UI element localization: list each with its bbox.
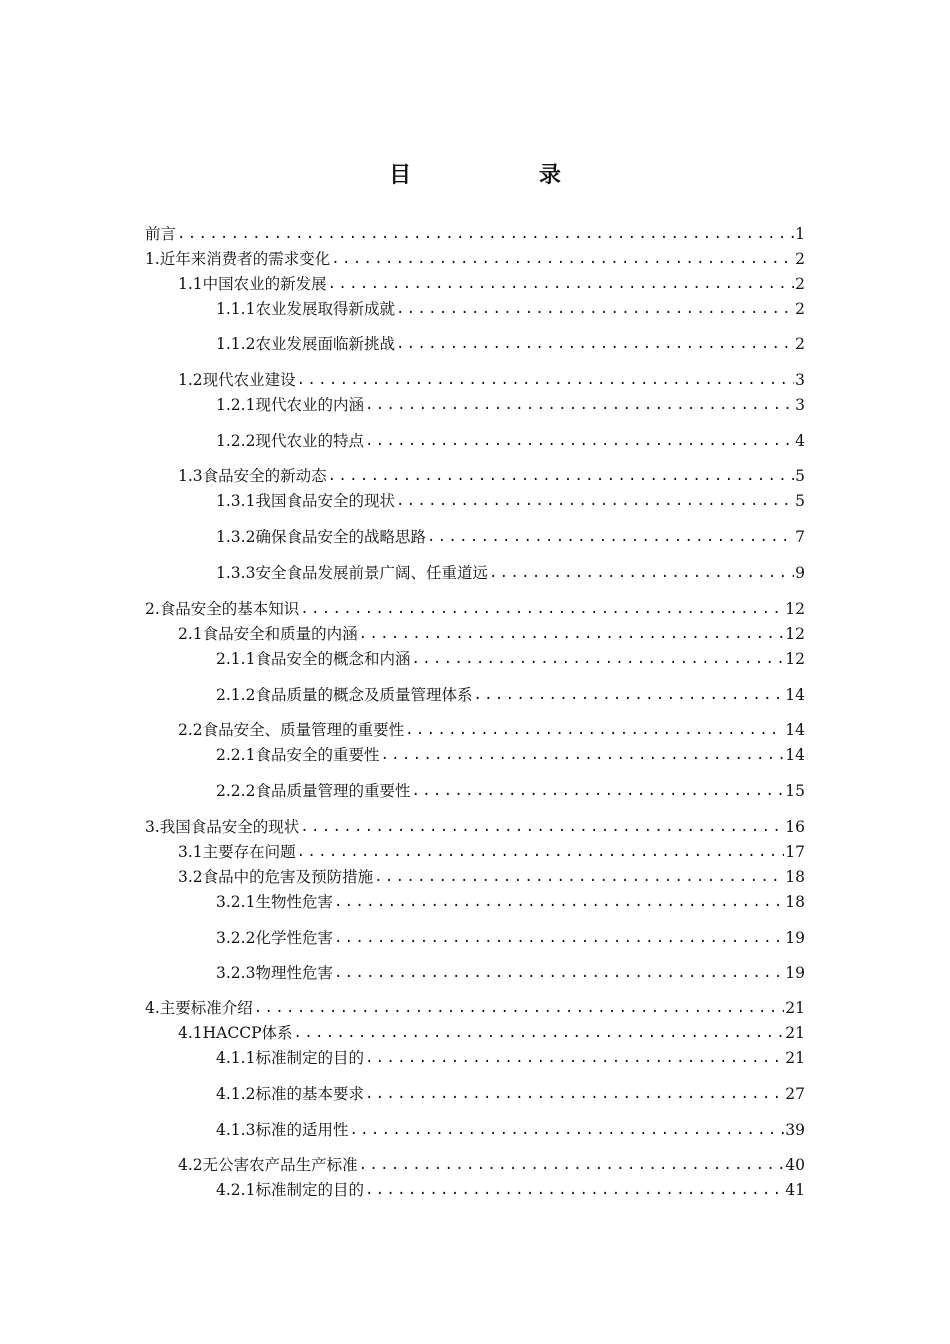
toc-entry-label: 2.2.1食品安全的重要性 xyxy=(216,746,380,764)
toc-entry-page-number: 41 xyxy=(785,1181,805,1199)
dot-leader xyxy=(427,527,794,547)
toc-entry[interactable] xyxy=(178,624,805,644)
toc-entry[interactable] xyxy=(216,1180,805,1200)
toc-entry[interactable] xyxy=(216,745,805,765)
toc-entry-page-number: 18 xyxy=(785,868,805,886)
toc-entry[interactable] xyxy=(216,563,805,583)
toc-entry-label: 1.2.1现代农业的内涵 xyxy=(216,396,364,414)
toc-entry-page-number: 2 xyxy=(795,250,805,268)
toc-entry-label: 4.1.2标准的基本要求 xyxy=(216,1085,364,1103)
dot-leader xyxy=(405,720,784,740)
dot-leader xyxy=(380,745,784,765)
toc-entry-page-number: 1 xyxy=(795,225,805,243)
toc-entry[interactable] xyxy=(216,491,805,511)
dot-leader xyxy=(254,998,784,1018)
toc-entry-label: 2.食品安全的基本知识 xyxy=(145,600,300,618)
page-title: 目 录 xyxy=(389,163,621,188)
toc-entry[interactable] xyxy=(145,817,805,837)
toc-entry[interactable] xyxy=(178,1155,805,1175)
toc-entry-page-number: 17 xyxy=(785,843,805,861)
toc-entry[interactable] xyxy=(178,466,805,486)
toc-entry-label: 1.1中国农业的新发展 xyxy=(178,275,327,293)
toc-entry-page-number: 21 xyxy=(785,999,805,1017)
toc-entry-page-number: 9 xyxy=(795,564,805,582)
toc-entry-page-number: 39 xyxy=(785,1121,805,1139)
toc-entry-page-number: 2 xyxy=(795,275,805,293)
dot-leader xyxy=(359,624,785,644)
toc-entry-page-number: 12 xyxy=(785,600,805,618)
dot-leader xyxy=(411,649,784,669)
toc-entry-page-number: 16 xyxy=(785,818,805,836)
toc-entry[interactable] xyxy=(216,299,805,319)
dot-leader xyxy=(334,892,784,912)
toc-entry-page-number: 3 xyxy=(795,371,805,389)
toc-entry-page-number: 4 xyxy=(795,432,805,450)
toc-entry-label: 4.2.1标准制定的目的 xyxy=(216,1181,364,1199)
toc-entry[interactable] xyxy=(178,370,805,390)
dot-leader xyxy=(396,491,794,511)
toc-entry[interactable] xyxy=(216,334,805,354)
toc-entry-label: 2.1.1食品安全的概念和内涵 xyxy=(216,650,411,668)
dot-leader xyxy=(359,1155,785,1175)
toc-entry-page-number: 3 xyxy=(795,396,805,414)
toc-entry-label: 1.2.2现代农业的特点 xyxy=(216,432,364,450)
toc-entry[interactable] xyxy=(216,527,805,547)
toc-entry[interactable] xyxy=(145,249,805,269)
toc-entry-page-number: 2 xyxy=(795,300,805,318)
toc-entry-label: 前言 xyxy=(145,225,177,243)
toc-entry-page-number: 15 xyxy=(785,782,805,800)
toc-entry-label: 1.3.1我国食品安全的现状 xyxy=(216,492,395,510)
toc-entry-page-number: 21 xyxy=(785,1024,805,1042)
dot-leader xyxy=(349,1120,784,1140)
dot-leader xyxy=(328,466,794,486)
toc-entry-page-number: 7 xyxy=(795,528,805,546)
toc-entry-label: 2.2.2食品质量管理的重要性 xyxy=(216,782,411,800)
dot-leader xyxy=(328,274,794,294)
toc-entry-label: 1.近年来消费者的需求变化 xyxy=(145,250,331,268)
toc-entry-page-number: 19 xyxy=(785,929,805,947)
dot-leader xyxy=(473,685,784,705)
dot-leader xyxy=(331,249,794,269)
toc-entry[interactable] xyxy=(178,1023,805,1043)
dot-leader xyxy=(365,431,794,451)
dot-leader xyxy=(365,395,794,415)
toc-entry-page-number: 2 xyxy=(795,335,805,353)
toc-entry-page-number: 14 xyxy=(785,746,805,764)
toc-entry-label: 4.主要标准介绍 xyxy=(145,999,253,1017)
dot-leader xyxy=(294,1023,785,1043)
toc-entry[interactable] xyxy=(216,685,805,705)
toc-entry-label: 3.1主要存在问题 xyxy=(178,843,296,861)
dot-leader xyxy=(365,1084,784,1104)
toc-entry-label: 3.2食品中的危害及预防措施 xyxy=(178,868,374,886)
toc-entry-label: 1.3.2确保食品安全的战略思路 xyxy=(216,528,426,546)
dot-leader xyxy=(177,224,794,244)
toc-entry[interactable] xyxy=(216,1048,805,1068)
toc-entry-label: 1.2现代农业建设 xyxy=(178,371,296,389)
toc-entry[interactable] xyxy=(145,599,805,619)
toc-entry-label: 4.1.3标准的适用性 xyxy=(216,1121,349,1139)
dot-leader xyxy=(297,842,785,862)
toc-entry-page-number: 40 xyxy=(785,1156,805,1174)
dot-leader xyxy=(411,781,784,801)
toc-entry[interactable] xyxy=(178,720,805,740)
dot-leader xyxy=(297,370,794,390)
toc-entry-label: 2.1.2食品质量的概念及质量管理体系 xyxy=(216,686,473,704)
toc-entry[interactable] xyxy=(216,781,805,801)
toc-entry[interactable] xyxy=(216,963,805,983)
toc-entry-label: 1.3.3安全食品发展前景广阔、任重道远 xyxy=(216,564,488,582)
toc-entry-label: 3.2.1生物性危害 xyxy=(216,893,333,911)
toc-entry[interactable] xyxy=(216,1120,805,1140)
dot-leader xyxy=(334,963,784,983)
dot-leader xyxy=(489,563,794,583)
toc-entry[interactable] xyxy=(178,867,805,887)
toc-entry-label: 3.2.3物理性危害 xyxy=(216,964,333,982)
toc-entry[interactable] xyxy=(216,892,805,912)
toc-entry[interactable] xyxy=(216,1084,805,1104)
toc-entry-label: 3.2.2化学性危害 xyxy=(216,929,333,947)
toc-entry[interactable] xyxy=(216,928,805,948)
toc-entry-label: 2.2食品安全、质量管理的重要性 xyxy=(178,721,405,739)
toc-entry[interactable] xyxy=(145,998,805,1018)
toc-entry-label: 4.2无公害农产品生产标准 xyxy=(178,1156,358,1174)
toc-entry[interactable] xyxy=(178,842,805,862)
toc-entry-label: 3.我国食品安全的现状 xyxy=(145,818,300,836)
dot-leader xyxy=(374,867,784,887)
toc-entry-page-number: 14 xyxy=(785,686,805,704)
toc-entry-page-number: 12 xyxy=(785,625,805,643)
toc-entry-page-number: 14 xyxy=(785,721,805,739)
toc-entry-page-number: 5 xyxy=(795,492,805,510)
dot-leader xyxy=(300,599,784,619)
toc-entry[interactable] xyxy=(145,224,805,244)
toc-entry-label: 4.1HACCP体系 xyxy=(178,1024,293,1042)
toc-entry[interactable] xyxy=(216,649,805,669)
toc-entry-label: 1.1.2农业发展面临新挑战 xyxy=(216,335,395,353)
dot-leader xyxy=(396,299,794,319)
toc-entry-label: 4.1.1标准制定的目的 xyxy=(216,1049,364,1067)
dot-leader xyxy=(300,817,784,837)
toc-entry-page-number: 27 xyxy=(785,1085,805,1103)
toc-entry[interactable] xyxy=(178,274,805,294)
toc-entry-page-number: 12 xyxy=(785,650,805,668)
toc-entry-label: 1.3食品安全的新动态 xyxy=(178,467,327,485)
toc-entry-label: 2.1食品安全和质量的内涵 xyxy=(178,625,358,643)
toc-entry[interactable] xyxy=(216,431,805,451)
dot-leader xyxy=(396,334,794,354)
toc-entry-page-number: 18 xyxy=(785,893,805,911)
toc-entry-label: 1.1.1农业发展取得新成就 xyxy=(216,300,395,318)
dot-leader xyxy=(365,1048,784,1068)
toc-entry-page-number: 19 xyxy=(785,964,805,982)
dot-leader xyxy=(334,928,784,948)
toc-entry-page-number: 21 xyxy=(785,1049,805,1067)
toc-entry[interactable] xyxy=(216,395,805,415)
toc-entry-page-number: 5 xyxy=(795,467,805,485)
dot-leader xyxy=(365,1180,784,1200)
